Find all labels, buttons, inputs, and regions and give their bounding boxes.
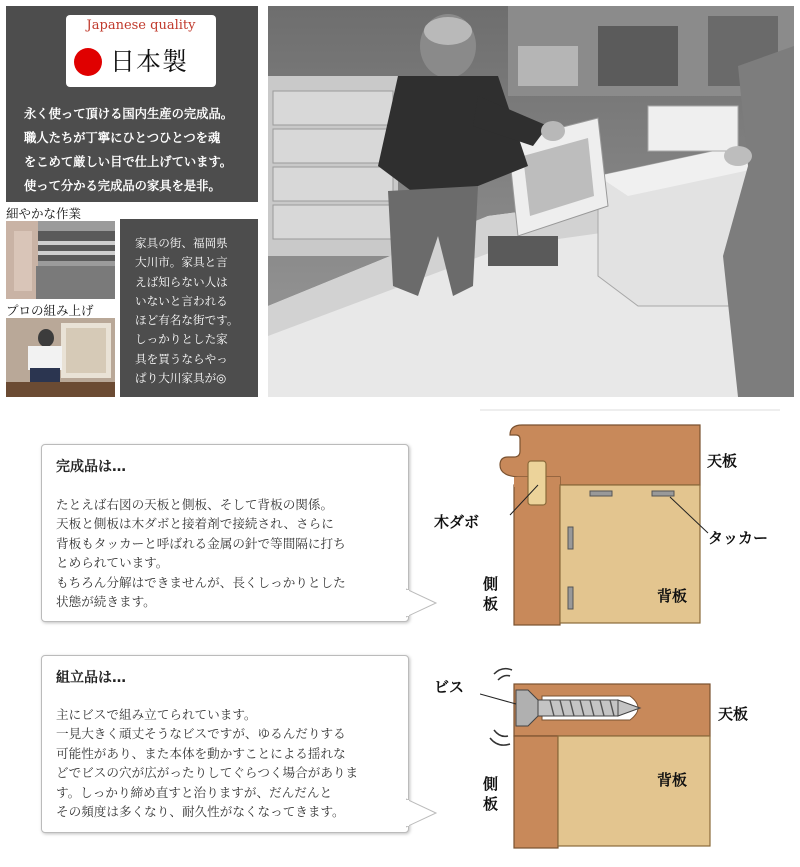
made-in-japan-badge (66, 15, 216, 87)
assembled-line: す。しっかり締め直すと治りますが、だんだんと (56, 784, 333, 800)
professional-assembly-photo (6, 318, 115, 397)
assembly-product-box (41, 655, 409, 833)
okawa-line: 家具の街、福岡県 (135, 236, 228, 250)
intro-line: をこめて厳しい目で仕上げています。 (24, 155, 233, 169)
back-board-label: 背板 (657, 587, 688, 605)
okawa-description (135, 234, 250, 388)
detailed-work-photo (6, 221, 115, 299)
okawa-line: えば知らない人は (135, 274, 228, 289)
finished-line: たとえば右図の天板と側板、そして背板の関係。 (56, 497, 334, 512)
assembly-photo-label: プロの組み上げ (6, 303, 94, 318)
finished-joint-diagram (480, 405, 780, 635)
finished-line: 天板と側板は木ダボと接着剤で接続され、さらに (56, 516, 334, 532)
top-board-label-2: 天板 (718, 705, 749, 723)
finished-product-description (56, 495, 346, 611)
okawa-line: 具を買うならやっ (135, 351, 228, 366)
side-board-label-3: 側 (483, 775, 499, 793)
work-photo-label: 細やかな作業 (6, 206, 82, 221)
workshop-photo (268, 6, 794, 397)
screw-label: ビス (434, 678, 465, 696)
assembled-line: 可能性があり、また本体を動かすことによる揺れな (56, 745, 346, 761)
okawa-line: ぱり大川家具が◎ (135, 371, 227, 386)
bubble-pointer (406, 795, 438, 831)
top-board-label: 天板 (707, 452, 738, 470)
japan-flag-icon (74, 48, 102, 76)
back-board-label-2: 背板 (657, 771, 688, 789)
finished-product-title: 完成品は… (56, 459, 126, 475)
assembly-product-description (56, 705, 358, 821)
assembled-line: 主にビスで組み立てられています。 (56, 707, 257, 722)
finished-product-box (41, 444, 409, 622)
side-board-label-4: 板 (483, 795, 499, 813)
side-board-label-2: 板 (483, 595, 499, 613)
assembled-line: その頻度は多くなり、耐久性がなくなってきます。 (56, 804, 345, 820)
assembly-product-title: 組立品は… (56, 670, 126, 686)
okawa-info-panel (120, 219, 258, 397)
tacker-label: タッカー (708, 529, 769, 547)
finished-line: もちろん分解はできませんが、長くしっかりとした (56, 574, 346, 590)
intro-description (24, 102, 264, 198)
side-board-label-1: 側 (483, 575, 499, 593)
finished-line: とめられています。 (56, 555, 169, 571)
finished-line: 状態が続きます。 (56, 594, 156, 610)
dowel-label: 木ダボ (434, 513, 480, 531)
intro-line: 永く使って頂ける国内生産の完成品。 (24, 107, 234, 121)
finished-line: 背板もタッカーと呼ばれる金属の針で等間隔に打ち (56, 535, 346, 551)
assembled-line: 一見大きく頑丈そうなビスですが、ゆるんだりする (56, 726, 346, 742)
assembled-joint-diagram (480, 660, 780, 850)
bubble-pointer (406, 585, 438, 621)
assembled-line: どでビスの穴が広がったりしてぐらつく場合がありま (56, 765, 359, 781)
intro-panel (6, 6, 258, 202)
okawa-line: いないと言われる (135, 293, 228, 308)
intro-line: 使って分かる完成品の家具を是非。 (24, 179, 221, 193)
okawa-line: しっかりとした家 (135, 332, 228, 347)
okawa-line: 大川市。家具と言 (135, 255, 228, 270)
okawa-line: ほど有名な街です。 (135, 313, 239, 328)
badge-quality-text: Japanese quality (86, 18, 196, 33)
intro-line: 職人たちが丁寧にひとつひとつを魂 (24, 131, 221, 145)
badge-made-in-text: 日本製 (110, 47, 189, 76)
